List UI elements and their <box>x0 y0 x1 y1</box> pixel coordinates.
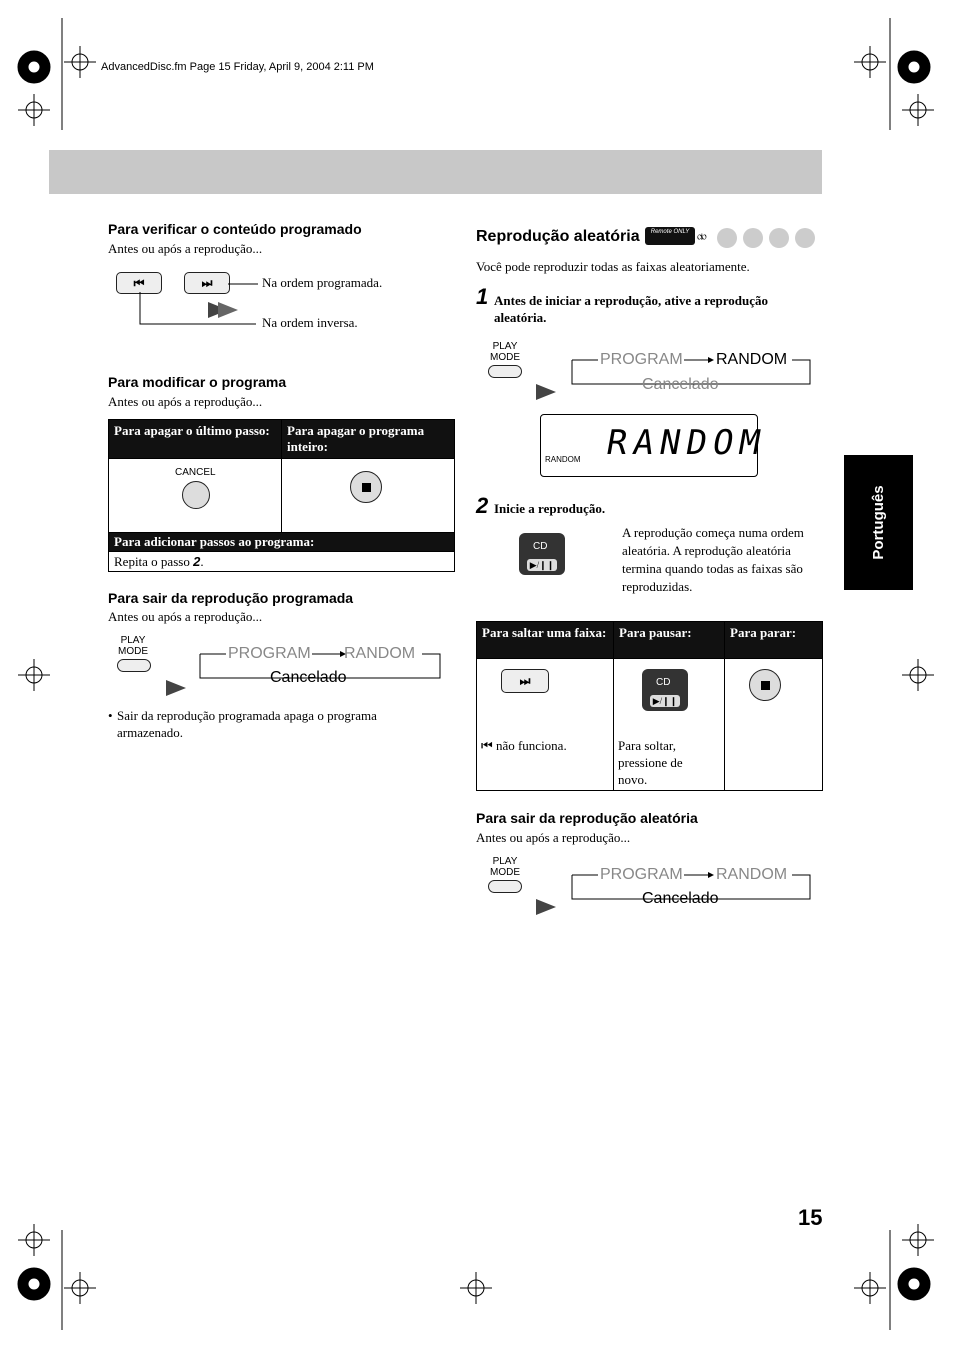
step1-random: RANDOM <box>716 351 788 368</box>
cancel-button[interactable] <box>182 481 210 509</box>
rtable-col3: Para parar: <box>725 622 823 659</box>
exit-prog-bullet-text: Sair da reprodução programada apaga o programa armazenado. <box>117 708 377 740</box>
modify-add-header: Para adicionar passos ao programa: <box>109 533 455 552</box>
language-tab-label: Português <box>870 485 887 560</box>
pause-note: Para soltar, pressione de novo. <box>618 738 683 787</box>
stop-icon <box>362 483 371 492</box>
exit-random-program: PROGRAM <box>600 866 683 883</box>
skip-prev-icon: ⏮ <box>481 738 493 753</box>
header-band <box>49 150 822 194</box>
exit-random-sub: Antes ou após a reprodução... <box>476 830 631 845</box>
verify-title: Para verificar o conteúdo programado <box>108 221 362 237</box>
verify-arrows <box>138 282 258 332</box>
exit-prog-playmode-label: PLAY MODE <box>118 635 148 657</box>
step1-text: Antes de iniciar a reprodução, ative a reprodução aleatória. <box>494 293 768 325</box>
exit-prog-program: PROGRAM <box>228 645 311 662</box>
play-mode-button[interactable] <box>117 659 151 672</box>
dot-2 <box>743 228 763 248</box>
cd-pause-label: CD <box>656 677 671 688</box>
stop-button[interactable] <box>350 471 382 503</box>
modify-cancel-cell <box>109 459 282 533</box>
exit-random-playmode-label: PLAY MODE <box>490 856 520 878</box>
step2-desc: A reprodução começa numa ordem aleatória. A reprodução aleatória termina quando todas as faixas são reproduzidas. <box>622 525 804 594</box>
remote-only-badge <box>645 227 695 245</box>
modify-col2: Para apagar o programa inteiro: <box>282 420 455 459</box>
page-number: 15 <box>798 1205 823 1230</box>
dot-4 <box>795 228 815 248</box>
play-pause-icon-2: ▶/❙❙ <box>650 695 680 707</box>
play-mode-button-3[interactable] <box>488 880 522 893</box>
remote-only-text: Remote ONLY <box>650 229 690 235</box>
modify-title: Para modificar o programa <box>108 374 287 390</box>
header-meta: AdvancedDisc.fm Page 15 Friday, April 9, 2004 2:11 PM <box>101 61 374 73</box>
rtable-stop-cell <box>725 659 823 791</box>
exit-random-random: RANDOM <box>716 866 788 883</box>
step1-cancelado: Cancelado <box>642 376 719 393</box>
skip-next-button[interactable]: ⏭ <box>501 669 549 693</box>
step2-number: 2 <box>476 493 489 518</box>
play-mode-button-2[interactable] <box>488 365 522 378</box>
cd-button-frame[interactable] <box>519 533 565 575</box>
rtable-pause-cell <box>614 659 725 791</box>
modify-table <box>108 419 455 572</box>
stop-button-2[interactable] <box>749 669 781 701</box>
random-table <box>476 621 823 791</box>
cd-label: CD <box>533 541 548 552</box>
verify-opt2: Na ordem inversa. <box>262 315 358 330</box>
step2-text: Inicie a reprodução. <box>494 501 606 516</box>
lcd-display <box>540 414 770 477</box>
random-intro: Você pode reproduzir todas as faixas aleatoriamente. <box>476 259 750 274</box>
exit-prog-random: RANDOM <box>344 645 416 662</box>
cd-pause-button[interactable] <box>642 669 688 711</box>
next-button[interactable]: ⏭ <box>184 272 230 294</box>
remote-signal-icon: ⧞ <box>697 229 707 243</box>
rtable-skip-cell <box>477 659 614 791</box>
language-tab <box>844 455 913 590</box>
dot-3 <box>769 228 789 248</box>
lcd-small: RANDOM <box>545 455 581 464</box>
prev-button[interactable]: ⏮ <box>116 272 162 294</box>
lcd-text: RANDOM <box>603 423 770 463</box>
step1-program: PROGRAM <box>600 351 683 368</box>
random-title: Reprodução aleatória <box>476 228 640 245</box>
exit-prog-bullet: • Sair da reprodução programada apaga o programa armazenado. <box>108 708 377 740</box>
cancel-label: CANCEL <box>175 467 216 478</box>
modify-stop-cell <box>282 459 455 533</box>
exit-prog-sub: Antes ou após a reprodução... <box>108 609 263 624</box>
add-step: 2 <box>193 554 201 569</box>
exit-random-cancelado: Cancelado <box>642 890 719 907</box>
play-pause-icon: ▶/❙❙ <box>527 559 557 571</box>
exit-prog-cancelado: Cancelado <box>270 669 347 686</box>
modify-add-cell <box>109 552 455 572</box>
step1-playmode-label: PLAY MODE <box>490 341 520 363</box>
modify-col1: Para apagar o último passo: <box>109 420 282 459</box>
rtable-col1: Para saltar uma faixa: <box>477 622 614 659</box>
add-end: . <box>200 554 204 569</box>
verify-opt1: Na ordem programada. <box>262 275 383 290</box>
step1-number: 1 <box>476 284 489 309</box>
exit-random-title: Para sair da reprodução aleatória <box>476 810 698 826</box>
skip-note: não funciona. <box>495 738 567 753</box>
stop-icon-2 <box>761 681 770 690</box>
exit-prog-title: Para sair da reprodução programada <box>108 590 354 606</box>
dot-1 <box>717 228 737 248</box>
modify-sub: Antes ou após a reprodução... <box>108 394 263 409</box>
rtable-col2: Para pausar: <box>614 622 725 659</box>
add-text: Repita o passo <box>114 554 194 569</box>
verify-sub: Antes ou após a reprodução... <box>108 241 263 256</box>
